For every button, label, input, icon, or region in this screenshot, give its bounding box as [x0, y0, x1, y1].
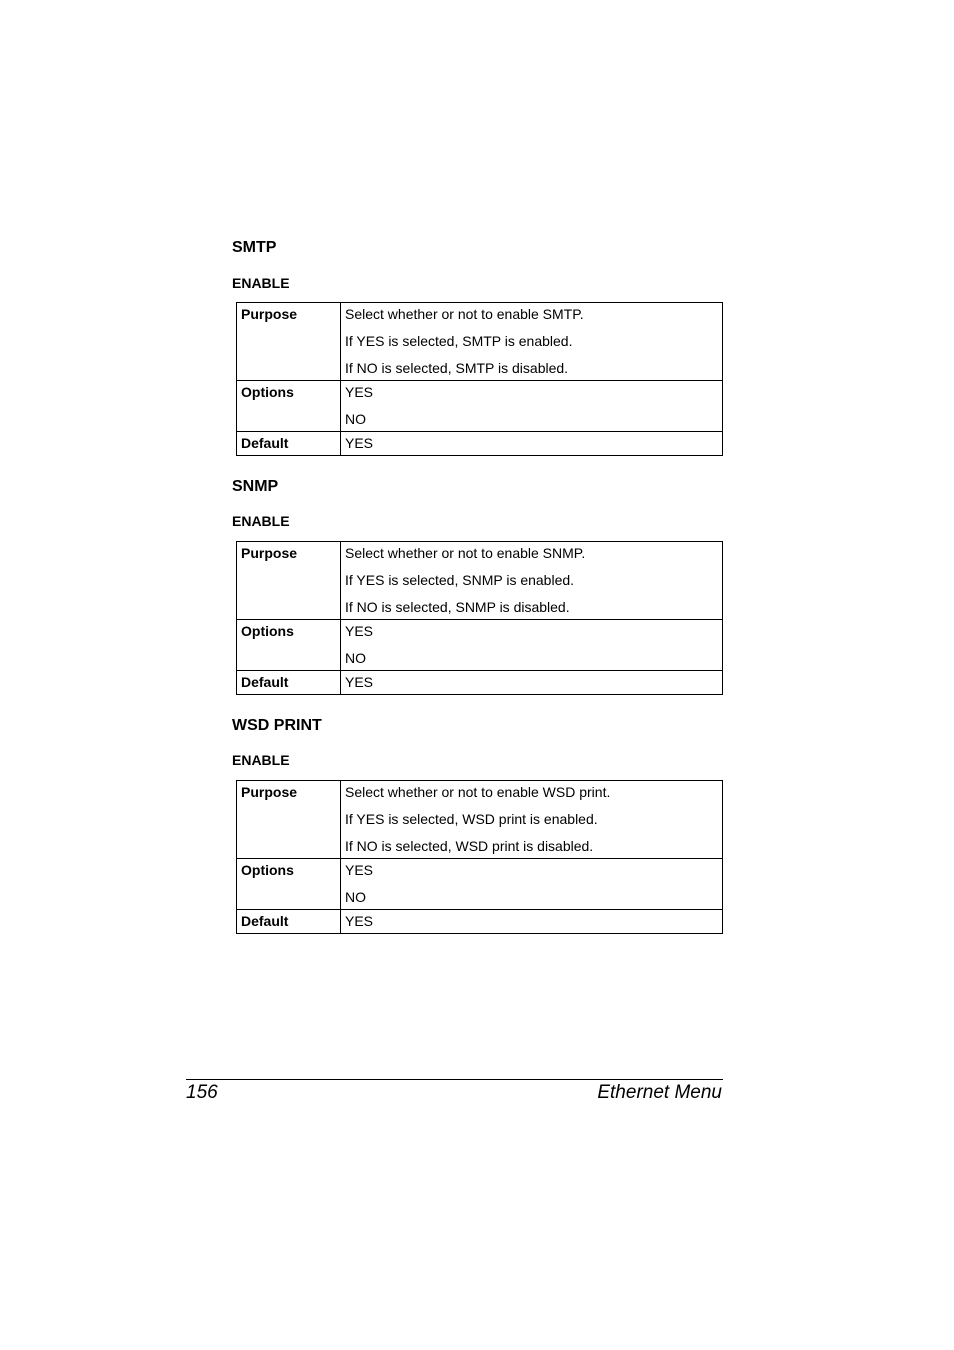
purpose-line: If NO is selected, WSD print is disabled. [345, 838, 594, 854]
table-row-default [237, 910, 723, 934]
purpose-line: Select whether or not to enable SNMP. [345, 545, 586, 561]
options-value [341, 859, 723, 910]
footer-divider [186, 1079, 723, 1080]
option-item: YES [345, 623, 374, 639]
section-title-snmp: SNMP [232, 478, 279, 495]
table-row-purpose [237, 542, 723, 620]
default-value: YES [341, 432, 723, 456]
options-value [341, 620, 723, 671]
page-number: 156 [186, 1082, 218, 1103]
option-item: NO [345, 650, 366, 666]
table-row-options [237, 381, 723, 432]
smtp-enable-table [236, 302, 723, 456]
option-item: NO [345, 411, 366, 427]
purpose-value [341, 303, 723, 381]
snmp-enable-table [236, 541, 723, 695]
default-label: Default [237, 910, 341, 934]
table-row-purpose [237, 303, 723, 381]
purpose-line: If YES is selected, SMTP is enabled. [345, 333, 573, 349]
option-item: YES [345, 862, 374, 878]
purpose-line: Select whether or not to enable SMTP. [345, 306, 584, 322]
purpose-label: Purpose [237, 303, 341, 381]
purpose-line: If YES is selected, WSD print is enabled. [345, 811, 598, 827]
purpose-value [341, 542, 723, 620]
default-label: Default [237, 671, 341, 695]
purpose-value [341, 781, 723, 859]
purpose-label: Purpose [237, 542, 341, 620]
table-row-purpose [237, 781, 723, 859]
section-title-smtp: SMTP [232, 239, 277, 256]
option-item: NO [345, 889, 366, 905]
table-row-default [237, 432, 723, 456]
table-row-options [237, 859, 723, 910]
purpose-line: If NO is selected, SMTP is disabled. [345, 360, 569, 376]
options-value [341, 381, 723, 432]
options-label: Options [237, 620, 341, 671]
table-row-default [237, 671, 723, 695]
chapter-title: Ethernet Menu [597, 1082, 722, 1103]
wsd-print-enable-table [236, 780, 723, 934]
subsection-title-wsd-print-enable: ENABLE [232, 752, 290, 768]
purpose-label: Purpose [237, 781, 341, 859]
option-item: YES [345, 384, 374, 400]
purpose-line: If YES is selected, SNMP is enabled. [345, 572, 575, 588]
options-label: Options [237, 859, 341, 910]
subsection-title-snmp-enable: ENABLE [232, 513, 290, 529]
default-value: YES [341, 671, 723, 695]
purpose-line: Select whether or not to enable WSD print. [345, 784, 611, 800]
options-label: Options [237, 381, 341, 432]
default-value: YES [341, 910, 723, 934]
section-title-wsd-print: WSD PRINT [232, 717, 322, 734]
table-row-options [237, 620, 723, 671]
subsection-title-smtp-enable: ENABLE [232, 275, 290, 291]
purpose-line: If NO is selected, SNMP is disabled. [345, 599, 570, 615]
default-label: Default [237, 432, 341, 456]
